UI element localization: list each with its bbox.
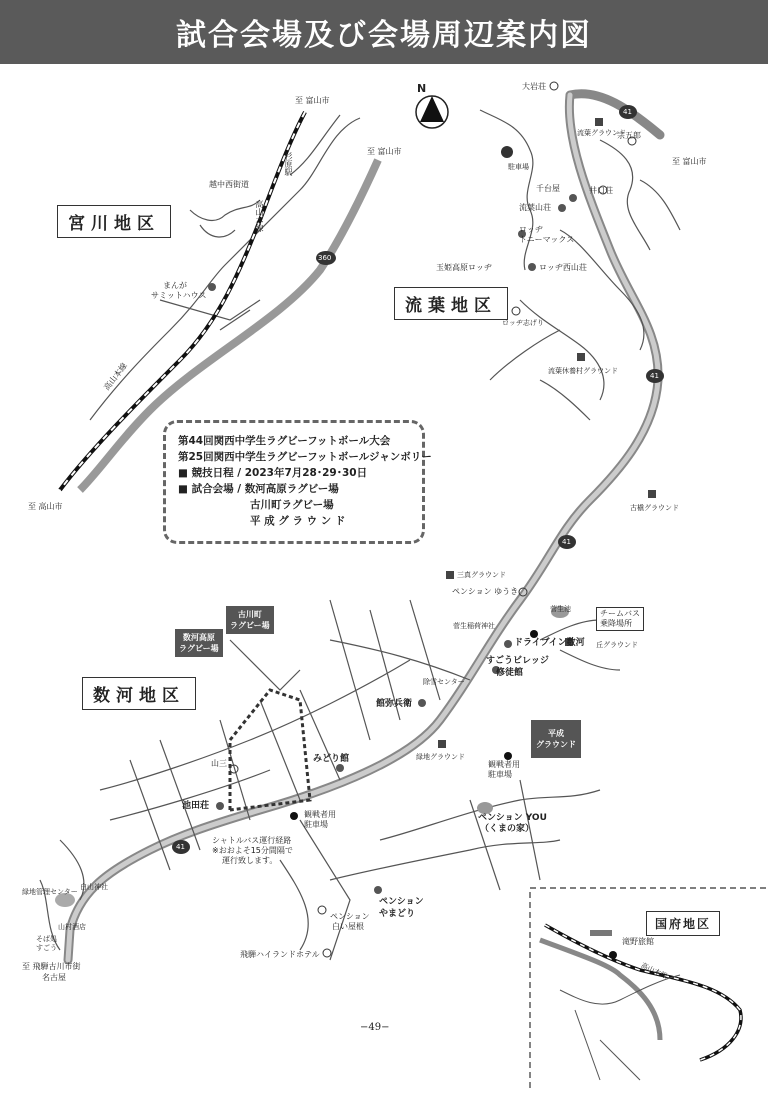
label-kansen-parking-1: 観戦者用 xyxy=(488,760,520,769)
label-etchu: 越中西街道 xyxy=(209,180,249,189)
label-parking: 駐車場 xyxy=(508,163,529,171)
label-team-bus xyxy=(596,607,644,631)
compass-n-label: N xyxy=(417,82,427,95)
label-ryokuchi-center: 緑地管理センター xyxy=(22,888,78,896)
label-lodge-shigari: ロッヂ志げり xyxy=(502,319,544,327)
label-tamahime: 玉姫高原ロッヂ xyxy=(436,263,492,272)
label-sogoro: 宗五郎 xyxy=(617,131,641,140)
shield-41-a-label: 41 xyxy=(623,108,632,116)
label-manga-2: サミットハウス xyxy=(151,291,207,300)
label-shirayama: 白山神社 xyxy=(80,883,108,891)
label-yamamura: 山村酒店 xyxy=(58,923,86,931)
venue-furukawa-rugby xyxy=(226,606,274,634)
label-manga-1: まんが xyxy=(163,281,187,290)
district-kokufu: 国府地区 xyxy=(646,911,720,936)
shield-41-b-label: 41 xyxy=(650,372,659,380)
label-yahei: 館弥兵衛 xyxy=(376,699,413,709)
shield-360-label: 360 xyxy=(318,254,332,262)
event-venue-2: 古川町ラグビー場 xyxy=(250,499,334,511)
label-sugou-village-2: 修徒館 xyxy=(496,668,524,678)
label-ikedaso: 池田荘 xyxy=(182,801,210,811)
label-pension-you-2: （くまの家） xyxy=(480,824,535,834)
label-soba-2: すごう xyxy=(36,944,57,952)
district-ryuyo: 流葉地区 xyxy=(394,287,508,320)
venue-heisei-line2: グラウンド xyxy=(536,740,576,749)
label-mitsumaki: 三真グラウンド xyxy=(457,571,506,579)
label-ryuyo-ground: 流葉グラウンド xyxy=(577,129,626,137)
label-kansen-parking-2: 駐車場 xyxy=(488,770,512,779)
shield-41-d-label: 41 xyxy=(176,843,185,851)
label-pension-yamadori-2: やまどり xyxy=(379,909,416,919)
label-hida-hotel: 飛騨ハイランドホテル xyxy=(240,950,320,959)
label-sugo-inari: 菅生稲荷神社 xyxy=(453,622,495,630)
label-ryuyo-kyuka: 流葉休養村グラウンド xyxy=(548,367,618,375)
label-lodge-tony-2: トニーマックス xyxy=(519,235,575,244)
label-senjuya: 千台屋 xyxy=(536,184,560,193)
label-shuttle-3: 運行致します。 xyxy=(222,856,278,865)
label-to-toyama-3: 至 富山市 xyxy=(672,157,707,166)
label-shuttle-1: シャトルバス運行経路 xyxy=(212,836,292,845)
label-ryuyo-sanso: 流葉山荘 xyxy=(519,203,551,212)
label-soba-1: そば処 xyxy=(36,935,57,943)
venue-sugo-rugby xyxy=(175,629,223,657)
label-jyosetsu: 除雪センター xyxy=(423,678,465,686)
venue-sugo-line2: ラグビー場 xyxy=(179,644,219,653)
district-sugo: 数河地区 xyxy=(82,677,196,710)
label-kokufu-station: 飛騨国府駅 xyxy=(588,943,619,950)
label-sugo-ike: 菅生池 xyxy=(550,605,571,613)
label-sugou-village-1: すごうビレッジ xyxy=(486,656,549,666)
label-pension-yuuki: ペンション ゆうき xyxy=(452,587,519,596)
label-oka-ground: 丘グラウンド xyxy=(596,641,638,649)
event-title-1: 第44回関西中学生ラグビーフットボール大会 xyxy=(178,435,391,447)
label-drive-in: ドライブイン数河 xyxy=(514,638,585,648)
label-to-toyama-2: 至 富山市 xyxy=(367,147,402,156)
label-shuttle-2: ※おおよそ15分間隔で xyxy=(212,846,293,855)
label-sugihara: 杉原駅 xyxy=(284,152,293,176)
event-title-2: 第25回関西中学生ラグビーフットボールジャンボリー xyxy=(178,451,432,463)
label-takayama-line-1: 高山本線 xyxy=(255,200,264,232)
label-midori-ground: 緑地グラウンド xyxy=(416,753,465,761)
venue-furukawa-line1: 古川町 xyxy=(237,610,262,619)
label-iguchiso: 井口荘 xyxy=(589,186,613,195)
page-header xyxy=(0,0,768,64)
label-pension-shiraga-2: 白い屋根 xyxy=(332,922,364,931)
label-pension-you-1: ペンション YOU xyxy=(478,813,547,823)
label-lodge-tony-1: ロッヂ xyxy=(519,225,543,234)
event-schedule: ■ 競技日程 / 2023年7月28･29･30日 xyxy=(178,467,368,479)
label-team-bus-1: チームバス xyxy=(600,609,640,618)
event-venue: ■ 試合会場 / 数河高原ラグビー場 xyxy=(178,483,339,495)
label-takayama-line-3: 高山本線 xyxy=(639,961,669,981)
label-pension-yamadori-1: ペンション xyxy=(379,897,424,907)
label-midorikan: みどり館 xyxy=(313,754,350,764)
label-lodge-nishiyama: ロッヂ西山荘 xyxy=(539,263,587,272)
sugo-roads xyxy=(40,600,620,960)
label-oiwaso: 大岩荘 xyxy=(522,82,546,91)
north-compass-icon xyxy=(416,96,448,128)
label-to-hida-2: 名古屋 xyxy=(42,973,66,982)
venue-heisei-line1: 平成 xyxy=(548,729,564,738)
page-title: 試合会場及び会場周辺案内図 xyxy=(176,18,592,53)
event-info-box xyxy=(163,420,432,544)
label-kansen-parking2-1: 観戦者用 xyxy=(304,810,336,819)
page-number: −49− xyxy=(360,1022,390,1033)
label-kansen-parking2-2: 駐車場 xyxy=(304,820,328,829)
venue-heisei-ground xyxy=(531,720,581,758)
label-yamasan: 山三 xyxy=(211,759,227,768)
label-takayama-line-2: 高山本線 xyxy=(102,361,130,393)
label-takino: 滝野旅館 xyxy=(622,937,654,946)
venue-sugo-line1: 数河高原 xyxy=(182,633,215,642)
event-venue-3: 平 成 グ ラ ウ ン ド xyxy=(250,515,346,527)
label-to-hida-1: 至 飛騨古川市街 xyxy=(22,962,81,971)
label-to-toyama-1: 至 富山市 xyxy=(295,96,330,105)
label-pension-shiraga-1: ペンション xyxy=(330,912,370,921)
label-to-takayama: 至 高山市 xyxy=(28,502,63,511)
label-furumaki: 古槇グラウンド xyxy=(630,504,679,512)
venue-furukawa-line2: ラグビー場 xyxy=(230,621,270,630)
district-miyagawa: 宮川地区 xyxy=(57,205,171,238)
shield-41-c-label: 41 xyxy=(562,538,571,546)
label-team-bus-2: 乗降場所 xyxy=(600,619,632,628)
